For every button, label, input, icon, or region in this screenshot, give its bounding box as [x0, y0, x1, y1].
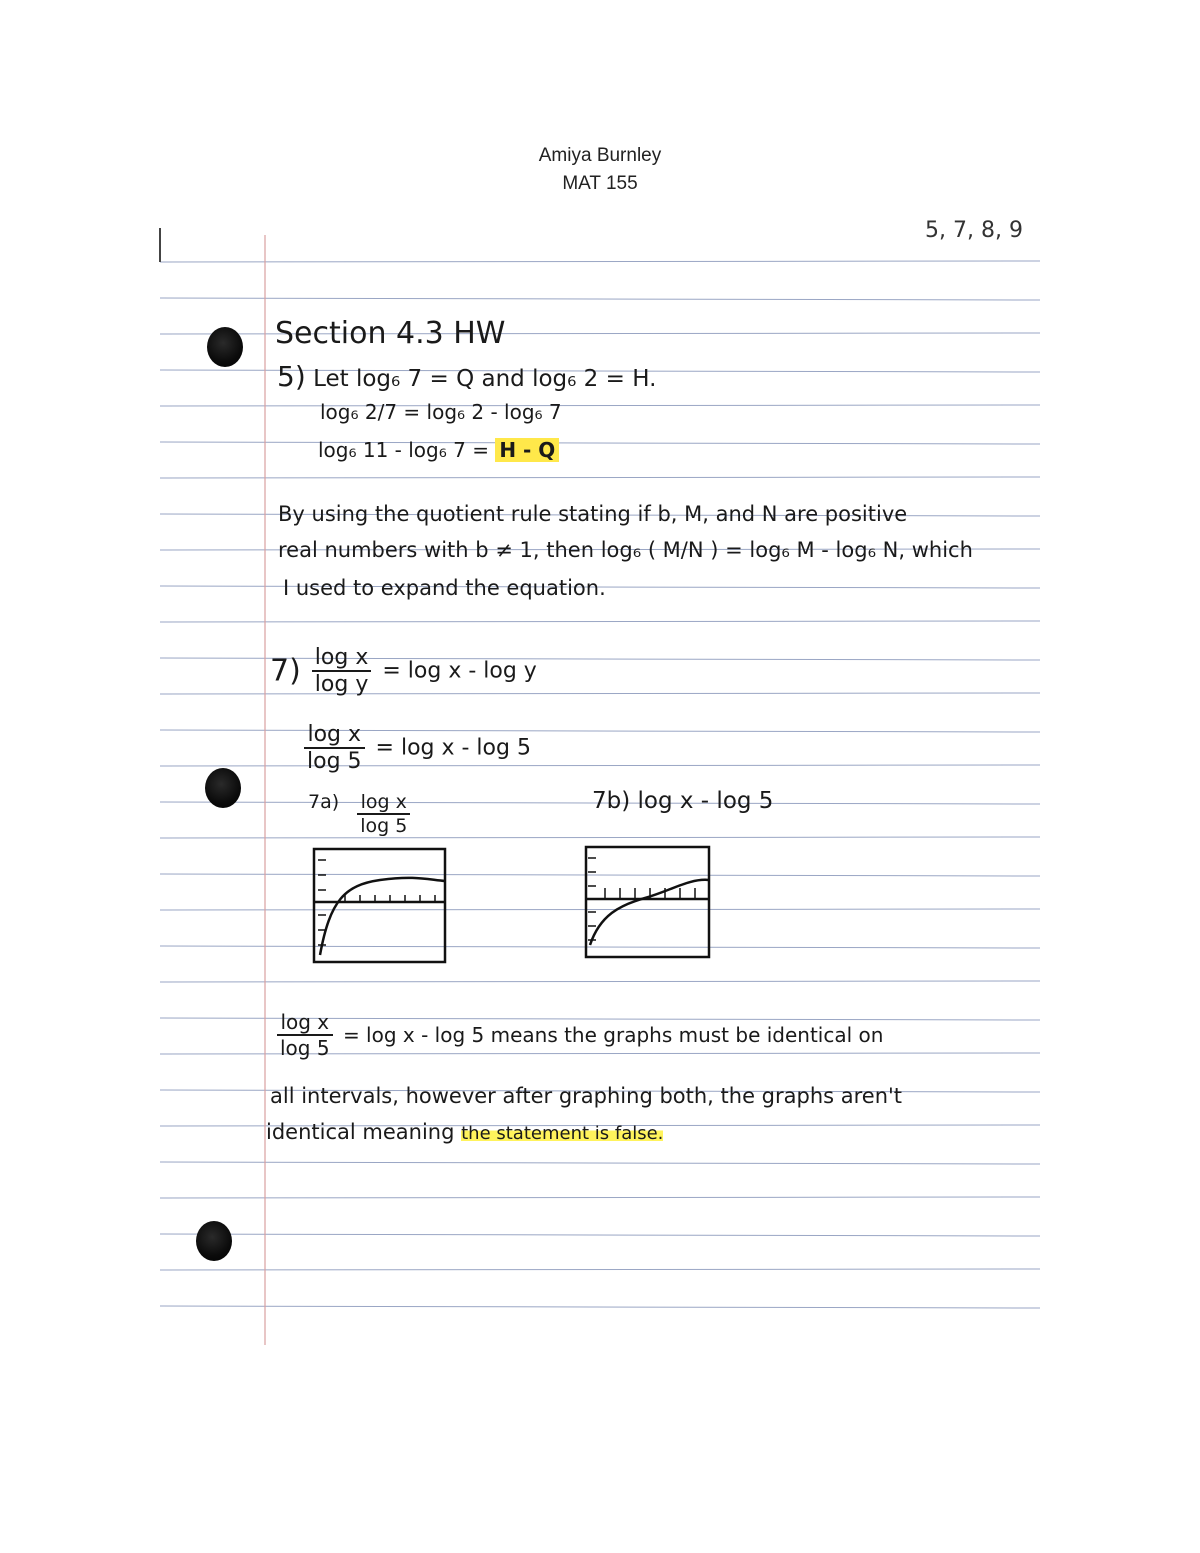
course-code: MAT 155: [562, 173, 638, 194]
ruled-line: [160, 1197, 1040, 1198]
assigned-problems-note: 5, 7, 8, 9: [925, 218, 1023, 243]
problem-7a-label: [308, 791, 414, 837]
problem-7-highlighted-answer: the statement is false.: [461, 1123, 664, 1144]
graph-7a-frame: [314, 849, 445, 962]
graph-7a-curve: [320, 878, 445, 955]
ruled-line: [160, 874, 1040, 876]
problem-5-step-2-left: log₆ 11 - log₆ 7 =: [318, 438, 489, 462]
page-header: [0, 142, 1200, 198]
graph-7a: [314, 849, 445, 962]
binder-hole-middle: [205, 768, 241, 808]
ruled-line: [160, 442, 1040, 444]
ruled-line: [160, 909, 1040, 910]
ruled-lines: [160, 261, 1040, 1308]
ruled-line: [160, 730, 1040, 732]
problem-7-eq2-rhs: = log x - log 5: [375, 735, 531, 761]
ruled-line: [160, 981, 1040, 982]
ruled-line: [160, 298, 1040, 300]
problem-7-eq1-denominator: log y: [314, 672, 369, 697]
problem-7a-number: 7a): [308, 791, 340, 813]
ruled-line: [160, 261, 1040, 262]
problem-7-eq2-fraction: [304, 722, 365, 774]
problem-7-equation-1: [270, 645, 537, 697]
ruled-line: [160, 1162, 1040, 1164]
problem-5-step-1: [320, 400, 562, 424]
problem-7-conclusion-line-1: [277, 1010, 883, 1060]
problem-5-explanation-line-1: By using the quotient rule stating if b, M, and N are positive: [278, 502, 908, 526]
problem-7b-label: 7b) log x - log 5: [592, 788, 774, 814]
ruled-line: [160, 1234, 1040, 1236]
ruled-line: [160, 1306, 1040, 1308]
problem-7-conclusion-numerator: log x: [277, 1010, 333, 1036]
ruled-line: [160, 477, 1040, 478]
section-title: Section 4.3 HW: [275, 316, 506, 351]
problem-7-eq1-rhs: = log x - log y: [382, 658, 537, 684]
problem-5-step-1-right: = log₆ 2 - log₆ 7: [403, 400, 562, 424]
graph-7b: [586, 847, 709, 957]
problem-7-eq1-numerator: log x: [312, 645, 372, 672]
problem-7-conclusion-fraction: [277, 1010, 333, 1060]
problem-7-conclusion-denominator: log 5: [280, 1036, 330, 1060]
ruled-line: [160, 1269, 1040, 1270]
problem-5-given: [277, 360, 656, 393]
student-name: Amiya Burnley: [538, 145, 662, 166]
problem-7-eq1-fraction: [312, 645, 372, 697]
problem-5-given-text: Let log₆ 7 = Q and log₆ 2 = H.: [313, 366, 657, 392]
problem-7a-denominator: log 5: [360, 815, 408, 837]
problem-7-conclusion-line-1-text: = log x - log 5 means the graphs must be identical on: [342, 1023, 884, 1047]
problem-7a-numerator: log x: [357, 791, 410, 815]
problem-5-step-1-left: log₆ 2/7: [320, 400, 398, 424]
problem-7-number: 7): [270, 653, 301, 689]
problem-7-conclusion-line-2: all intervals, however after graphing both, the graphs aren't: [270, 1084, 903, 1108]
binder-hole-bottom: [196, 1221, 232, 1261]
ruled-line: [160, 621, 1040, 622]
problem-7-conclusion-line-3-start: identical meaning: [266, 1120, 455, 1144]
problem-5-answer: H - Q: [495, 438, 559, 462]
graph-7b-frame: [586, 847, 709, 957]
problem-7a-fraction: [357, 791, 410, 837]
problem-5-explanation-line-2: real numbers with b ≠ 1, then log₆ ( M/N ) = log₆ M - log₆ N, which: [278, 538, 973, 562]
ruled-line: [160, 405, 1040, 406]
problem-7-eq2-denominator: log 5: [307, 749, 362, 774]
problem-5-number: 5): [277, 360, 306, 393]
ruled-line: [160, 837, 1040, 838]
problem-7-equation-2: [300, 722, 531, 774]
problem-5-explanation-line-3: I used to expand the equation.: [283, 576, 606, 600]
ruled-line: [160, 765, 1040, 766]
binder-hole-top: [207, 327, 243, 367]
problem-7-eq2-numerator: log x: [304, 722, 365, 749]
problem-5-step-2: [318, 438, 559, 462]
problem-7-conclusion-line-3: [266, 1120, 663, 1144]
ruled-line: [160, 946, 1040, 948]
